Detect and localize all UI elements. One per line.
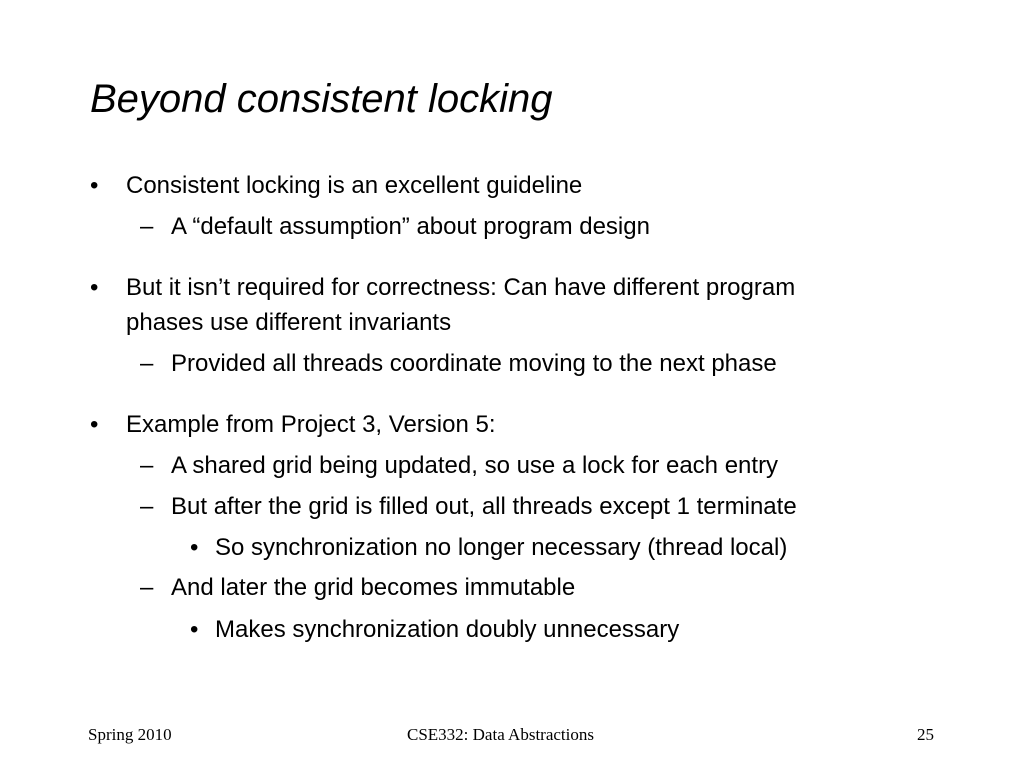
sub-sub-bullet-text: Makes synchronization doubly unnecessary: [215, 616, 680, 643]
bullet-text-line2: phases use different invariants: [126, 309, 452, 336]
bullet-text: Consistent locking is an excellent guideline: [126, 172, 583, 199]
sub-bullet-dash: –: [140, 452, 154, 479]
footer-left: Spring 2010: [88, 725, 172, 744]
bullet-text: Example from Project 3, Version 5:: [126, 411, 496, 438]
sub-bullet-dash: –: [140, 493, 154, 520]
bullet-glyph: •: [90, 172, 99, 199]
bullet-glyph: •: [90, 274, 99, 301]
sub-bullet-dash: –: [140, 574, 154, 601]
sub-bullet-dash: –: [140, 213, 154, 240]
slide-title: Beyond consistent locking: [90, 77, 553, 121]
sub-bullet-text: A “default assumption” about program design: [171, 213, 650, 240]
sub-bullet-dash: –: [140, 350, 154, 377]
sub-sub-bullet-glyph: •: [190, 616, 199, 643]
sub-bullet-text: Provided all threads coordinate moving to the next phase: [171, 350, 777, 377]
footer-page-number: 25: [917, 725, 934, 744]
footer-center: CSE332: Data Abstractions: [407, 725, 594, 744]
bullet-glyph: •: [90, 411, 99, 438]
sub-bullet-text: And later the grid becomes immutable: [171, 574, 576, 601]
sub-bullet-text: But after the grid is filled out, all threads except 1 terminate: [171, 493, 797, 520]
bullet-text-line1: But it isn’t required for correctness: Can have different program: [126, 274, 796, 301]
sub-bullet-text: A shared grid being updated, so use a lock for each entry: [171, 452, 779, 479]
sub-sub-bullet-text: So synchronization no longer necessary (thread local): [215, 534, 788, 561]
sub-sub-bullet-glyph: •: [190, 534, 199, 561]
